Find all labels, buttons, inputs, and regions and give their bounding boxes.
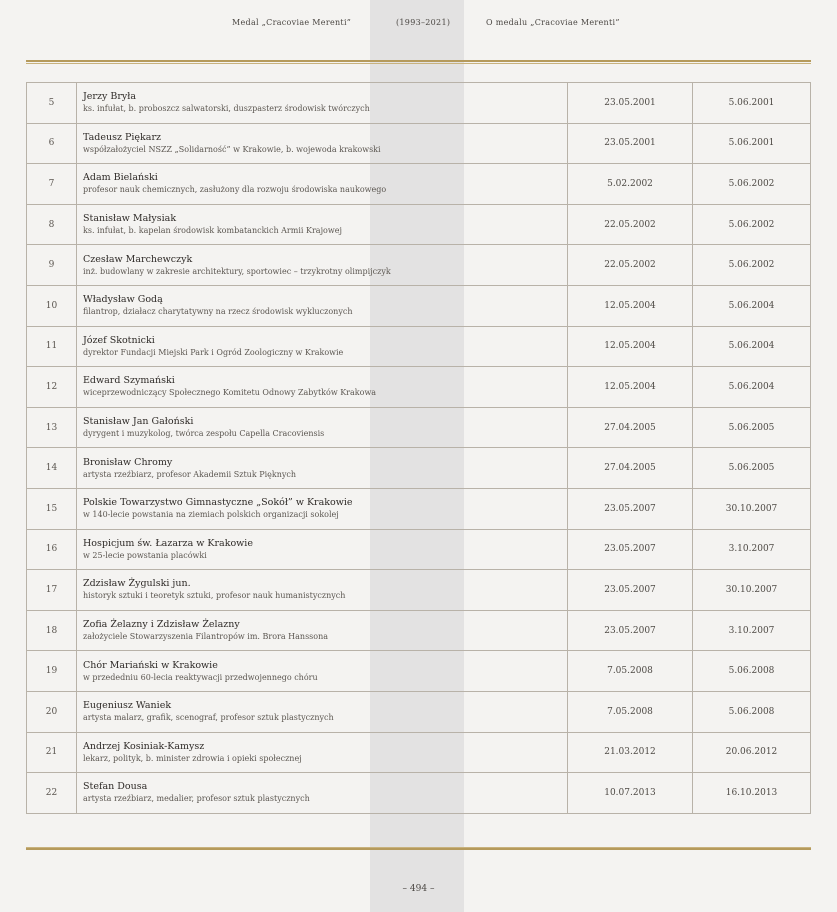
- table-row: [27, 83, 811, 124]
- table-row: [27, 610, 811, 651]
- table-row: [27, 732, 811, 773]
- row-number: 13: [27, 407, 77, 448]
- recipient-description: artysta rzeźbiarz, medalier, profesor sztuk plastycznych: [83, 794, 310, 804]
- row-number: 9: [27, 245, 77, 286]
- award-date: 5.06.2001: [693, 83, 811, 124]
- table-row: [27, 245, 811, 286]
- resolution-date: 27.04.2005: [568, 448, 693, 489]
- table-row: [27, 367, 811, 408]
- resolution-date: 12.05.2004: [568, 367, 693, 408]
- recipient-name: Stefan Dousa: [83, 781, 148, 793]
- row-number: 18: [27, 610, 77, 651]
- row-number: 7: [27, 164, 77, 205]
- row-description-cell: [77, 326, 568, 367]
- recipient-description: filantrop, działacz charytatywny na rzecz środowisk wykluczonych: [83, 307, 353, 317]
- recipient-name: Stanisław Małysiak: [83, 213, 177, 225]
- resolution-date: 7.05.2008: [568, 691, 693, 732]
- recipient-name: Hospicjum św. Łazarza w Krakowie: [83, 537, 253, 549]
- award-date: 5.06.2002: [693, 164, 811, 205]
- recipient-name: Polskie Towarzystwo Gimnastyczne „Sokół” w Krakowie: [83, 497, 353, 509]
- award-date: 5.06.2008: [693, 691, 811, 732]
- resolution-date: 21.03.2012: [568, 732, 693, 773]
- recipient-name: Edward Szymański: [83, 375, 175, 387]
- resolution-date: 27.04.2005: [568, 407, 693, 448]
- recipient-name: Jerzy Bryła: [83, 91, 136, 103]
- table-row: [27, 407, 811, 448]
- recipient-description: założyciele Stowarzyszenia Filantropów im. Brora Hanssona: [83, 632, 329, 642]
- award-date: 30.10.2007: [693, 570, 811, 611]
- resolution-date: 10.07.2013: [568, 773, 693, 814]
- header-years: (1993–2021): [396, 18, 451, 27]
- recipient-description: współzałożyciel NSZZ „Solidarność” w Krakowie, b. wojewoda krakowski: [83, 144, 381, 154]
- row-description-cell: [77, 164, 568, 205]
- row-number: 16: [27, 529, 77, 570]
- row-number: 20: [27, 691, 77, 732]
- resolution-date: 22.05.2002: [568, 245, 693, 286]
- table-row: [27, 123, 811, 164]
- row-number: 8: [27, 204, 77, 245]
- row-description-cell: [77, 367, 568, 408]
- recipient-name: Władysław Godą: [83, 294, 163, 306]
- header-right-title: O medalu „Cracoviae Merenti”: [486, 18, 620, 27]
- row-description-cell: [77, 245, 568, 286]
- row-number: 22: [27, 773, 77, 814]
- recipient-name: Zdzisław Żygulski jun.: [83, 578, 191, 590]
- table-row: [27, 488, 811, 529]
- resolution-date: 22.05.2002: [568, 204, 693, 245]
- row-number: 6: [27, 123, 77, 164]
- table-row: [27, 285, 811, 326]
- row-description-cell: [77, 732, 568, 773]
- recipient-description: ks. infułat, b. kapelan środowisk kombatanckich Armii Krajowej: [83, 226, 342, 236]
- resolution-date: 23.05.2007: [568, 570, 693, 611]
- award-date: 20.06.2012: [693, 732, 811, 773]
- award-date: 5.06.2004: [693, 326, 811, 367]
- recipient-name: Józef Skotnicki: [83, 334, 155, 346]
- table-row: [27, 529, 811, 570]
- award-date: 5.06.2008: [693, 651, 811, 692]
- recipient-description: dyrektor Fundacji Miejski Park i Ogród Zoologiczny w Krakowie: [83, 347, 344, 357]
- award-date: 3.10.2007: [693, 610, 811, 651]
- row-number: 12: [27, 367, 77, 408]
- row-description-cell: [77, 691, 568, 732]
- table-row: [27, 448, 811, 489]
- row-description-cell: [77, 529, 568, 570]
- row-number: 11: [27, 326, 77, 367]
- row-description-cell: [77, 407, 568, 448]
- award-date: 5.06.2005: [693, 448, 811, 489]
- award-date: 5.06.2004: [693, 285, 811, 326]
- resolution-date: 23.05.2007: [568, 529, 693, 570]
- recipient-name: Tadeusz Piękarz: [83, 131, 162, 143]
- award-date: 30.10.2007: [693, 488, 811, 529]
- resolution-date: 12.05.2004: [568, 326, 693, 367]
- recipient-name: Andrzej Kosiniak-Kamysz: [83, 740, 205, 752]
- table-row: [27, 651, 811, 692]
- table-row: [27, 326, 811, 367]
- recipient-description: inż. budowlany w zakresie architektury, sportowiec – trzykrotny olimpijczyk: [83, 266, 391, 276]
- award-date: 3.10.2007: [693, 529, 811, 570]
- row-description-cell: [77, 773, 568, 814]
- row-number: 21: [27, 732, 77, 773]
- award-date: 5.06.2005: [693, 407, 811, 448]
- recipient-description: lekarz, polityk, b. minister zdrowia i opieki społecznej: [83, 753, 302, 763]
- award-date: 5.06.2002: [693, 204, 811, 245]
- resolution-date: 23.05.2007: [568, 488, 693, 529]
- awards-table-body: [27, 83, 811, 814]
- recipient-name: Eugeniusz Waniek: [83, 700, 172, 712]
- resolution-date: 23.05.2001: [568, 123, 693, 164]
- row-number: 10: [27, 285, 77, 326]
- table-row: [27, 164, 811, 205]
- recipient-description: profesor nauk chemicznych, zasłużony dla rozwoju środowiska naukowego: [83, 185, 387, 195]
- recipient-name: Zofia Żelazny i Zdzisław Żelazny: [83, 619, 240, 631]
- page-number: – 494 –: [402, 884, 435, 894]
- recipient-name: Adam Bielański: [83, 172, 158, 184]
- row-number: 14: [27, 448, 77, 489]
- row-description-cell: [77, 570, 568, 611]
- recipient-description: wiceprzewodniczący Społecznego Komitetu Odnowy Zabytków Krakowa: [83, 388, 377, 398]
- row-description-cell: [77, 651, 568, 692]
- recipient-description: w 25-lecie powstania placówki: [83, 550, 207, 560]
- award-date: 5.06.2001: [693, 123, 811, 164]
- row-number: 15: [27, 488, 77, 529]
- row-description-cell: [77, 448, 568, 489]
- table-row: [27, 570, 811, 611]
- bottom-rule: [26, 846, 811, 850]
- header-left-title: Medal „Cracoviae Merenti”: [232, 18, 352, 27]
- recipient-name: Bronisław Chromy: [83, 456, 173, 468]
- row-description-cell: [77, 285, 568, 326]
- recipient-description: w przededniu 60-lecia reaktywacji przedwojennego chóru: [83, 672, 318, 682]
- running-header: [0, 18, 837, 34]
- resolution-date: 23.05.2001: [568, 83, 693, 124]
- recipient-description: dyrygent i muzykolog, twórca zespołu Capella Cracoviensis: [83, 429, 325, 439]
- row-number: 19: [27, 651, 77, 692]
- recipient-description: ks. infułat, b. proboszcz salwatorski, duszpasterz środowisk twórczych: [83, 104, 370, 114]
- row-number: 5: [27, 83, 77, 124]
- award-date: 16.10.2013: [693, 773, 811, 814]
- awards-table: [26, 82, 811, 814]
- recipient-description: w 140-lecie powstania na ziemiach polskich organizacji sokolej: [83, 510, 339, 520]
- table-row: [27, 691, 811, 732]
- table-row: [27, 773, 811, 814]
- award-date: 5.06.2004: [693, 367, 811, 408]
- row-description-cell: [77, 610, 568, 651]
- award-date: 5.06.2002: [693, 245, 811, 286]
- row-description-cell: [77, 123, 568, 164]
- resolution-date: 5.02.2002: [568, 164, 693, 205]
- resolution-date: 12.05.2004: [568, 285, 693, 326]
- row-number: 17: [27, 570, 77, 611]
- top-rule: [26, 60, 811, 64]
- recipient-description: artysta malarz, grafik, scenograf, profesor sztuk plastycznych: [83, 713, 334, 723]
- row-description-cell: [77, 204, 568, 245]
- recipient-name: Czesław Marchewczyk: [83, 253, 193, 265]
- recipient-name: Stanisław Jan Gałoński: [83, 416, 194, 428]
- resolution-date: 7.05.2008: [568, 651, 693, 692]
- recipient-name: Chór Mariański w Krakowie: [83, 659, 218, 671]
- recipient-description: artysta rzeźbiarz, profesor Akademii Sztuk Pięknych: [83, 469, 297, 479]
- resolution-date: 23.05.2007: [568, 610, 693, 651]
- recipient-description: historyk sztuki i teoretyk sztuki, profesor nauk humanistycznych: [83, 591, 346, 601]
- row-description-cell: [77, 488, 568, 529]
- table-row: [27, 204, 811, 245]
- row-description-cell: [77, 83, 568, 124]
